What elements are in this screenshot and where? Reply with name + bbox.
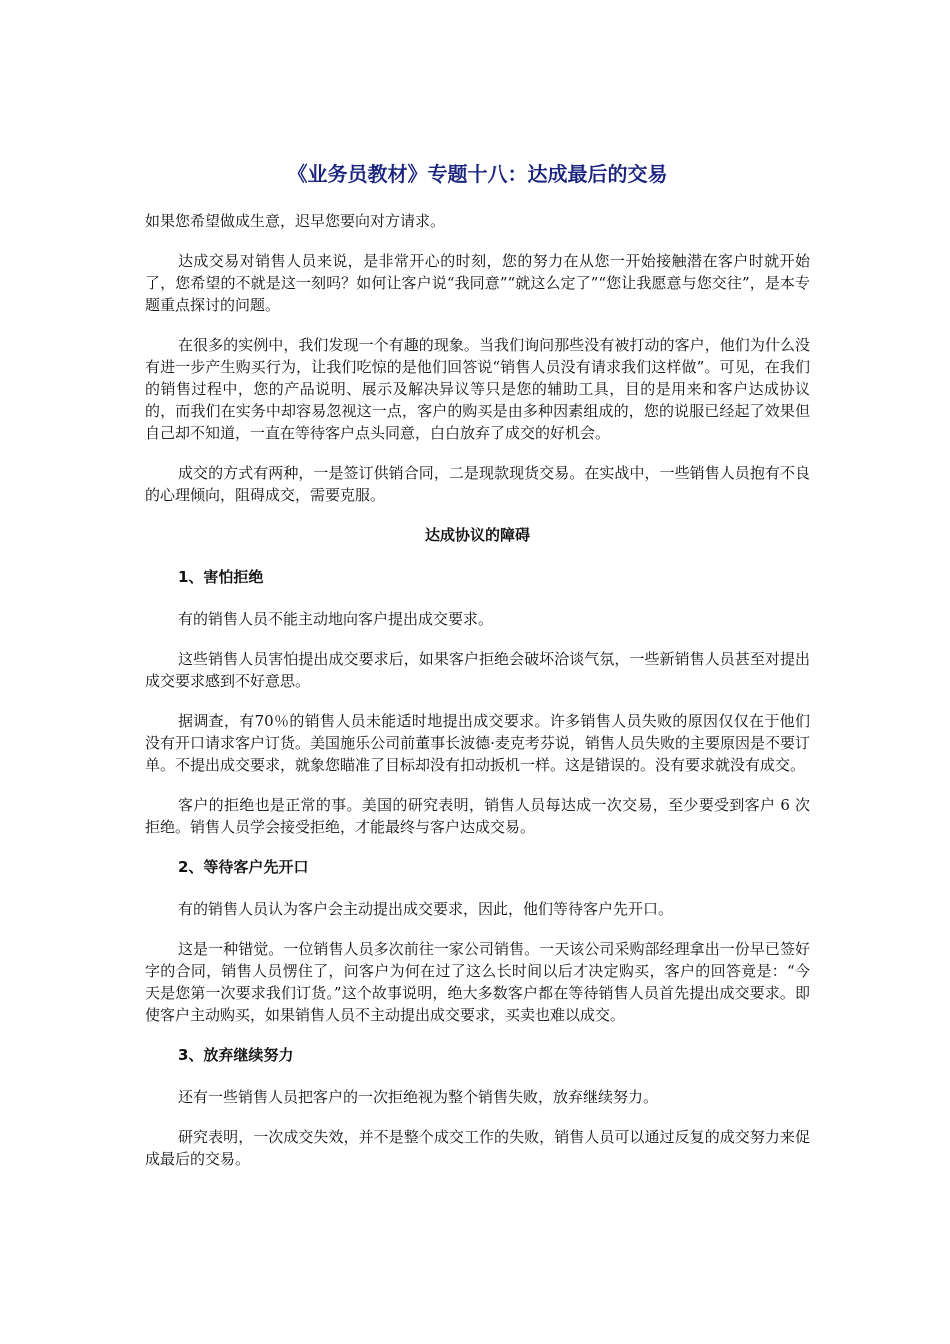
paragraph-wait-2: 这是一种错觉。一位销售人员多次前往一家公司销售。一天该公司采购部经理拿出一份早已签好字的合同，销售人员愣住了，问客户为何在过了这么长时间以后才决定购买，客户的回答竟是：“今天是您第一次要求我们订货。”这个故事说明，绝大多数客户都在等待销售人员首先提出成交要求。即使客户主动购买，如果销售人员不主动提出成交要求，买卖也难以成交。 [145,940,810,1024]
paragraph-interesting-phenomenon: 在很多的实例中，我们发现一个有趣的现象。当我们询问那些没有被打动的客户，他们为什么没有进一步产生购买行为，让我们吃惊的是他们回答说“销售人员没有请求我们这样做”。可见，在我们的销售过程中，您的产品说明、展示及解决异议等只是您的辅助工具，目的是用来和客户达成协议的，而我们在实务中却容易忽视这一点，客户的购买是由多种因素组成的，您的说服已经起了效果但自己却不知道，一直在等待客户点头同意，白白放弃了成交的好机会。 [145,336,810,442]
paragraph-give-up-1: 还有一些销售人员把客户的一次拒绝视为整个销售失败，放弃继续努力。 [178,1088,659,1106]
paragraph-give-up-2: 研究表明，一次成交失效，并不是整个成交工作的失败，销售人员可以通过反复的成交努力来促成最后的交易。 [145,1128,810,1168]
paragraph-wait-1: 有的销售人员认为客户会主动提出成交要求，因此，他们等待客户先开口。 [178,900,674,918]
paragraph-fear-3: 据调查，有70％的销售人员未能适时地提出成交要求。许多销售人员失败的原因仅仅在于他们没有开口请求客户订货。美国施乐公司前董事长波德·麦克考芬说，销售人员失败的主要原因是不要订单。不提出成交要求，就象您瞄准了目标却没有扣动扳机一样。这是错误的。没有要求就没有成交。 [145,712,810,774]
subheading-fear-of-rejection: 1、害怕拒绝 [178,568,264,586]
paragraph-fear-2: 这些销售人员害怕提出成交要求后，如果客户拒绝会破坏洽谈气氛，一些新销售人员甚至对提出成交要求感到不好意思。 [145,650,810,690]
document-page [145,160,810,1188]
document-title: 《业务员教材》专题十八：达成最后的交易 [287,162,668,186]
paragraph-fear-4: 客户的拒绝也是正常的事。美国的研究表明，销售人员每达成一次交易，至少要受到客户 6 次拒绝。销售人员学会接受拒绝，才能最终与客户达成交易。 [145,796,810,836]
subheading-give-up: 3、放弃继续努力 [178,1046,294,1064]
paragraph-closing-methods: 成交的方式有两种，一是签订供销合同，二是现款现货交易。在实战中，一些销售人员抱有不良的心理倾向，阻碍成交，需要克服。 [145,464,810,504]
subheading-wait-for-customer: 2、等待客户先开口 [178,858,309,876]
paragraph-closing-moment: 达成交易对销售人员来说，是非常开心的时刻，您的努力在从您一开始接触潜在客户时就开始了，您希望的不就是这一刻吗？如何让客户说“我同意”“就这么定了”“您让我愿意与您交往”，是本专题重点探讨的问题。 [145,252,810,314]
section-heading-obstacles: 达成协议的障碍 [424,526,530,544]
intro-paragraph: 如果您希望做成生意，迟早您要向对方请求。 [145,212,446,230]
paragraph-fear-1: 有的销售人员不能主动地向客户提出成交要求。 [178,610,494,628]
